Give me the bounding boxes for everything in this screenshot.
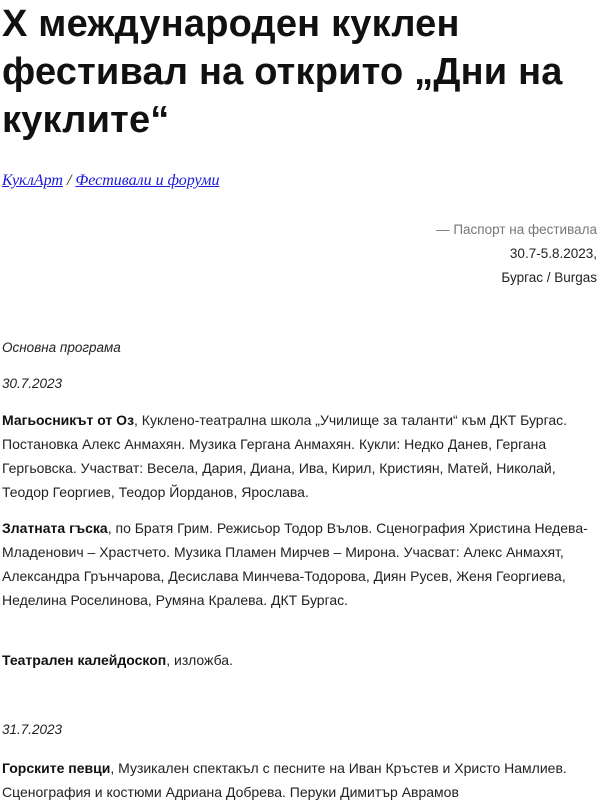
breadcrumb-link-festivals[interactable]: Фестивали и форуми xyxy=(75,172,220,189)
program-entry-text: , Музикален спектакъл с песните на Иван Кръстев и Христо Намлиев. Сценография и костюми Адриана Добрева. Перуки Димитър Аврамов xyxy=(2,760,567,800)
breadcrumb-link-kuklart[interactable]: КуклАрт xyxy=(2,172,63,189)
festival-passport xyxy=(436,218,597,290)
passport-place: Бургас / Burgas xyxy=(501,270,597,285)
article-title: Х международен куклен фестивал на открито „Дни на куклите“ xyxy=(2,3,563,141)
program-entry-text: , Куклено-театрална школа „Училище за таланти“ към ДКТ Бургас. Постановка Алекс Анмахян. Музика Гергана Анмахян. Кукли: Недко Данев, Гергана Гергьовска. Участват: Весела, Дария, Диана, Ива, Кирил, Кристиян, Матей, Николай, Теодор Георгиев, Теодор Йорданов, Ярослава. xyxy=(2,412,568,500)
passport-label: — Паспорт на фестивала xyxy=(436,222,597,237)
program-entry xyxy=(2,516,598,612)
program-entry-title: Златната гъска xyxy=(2,520,108,536)
breadcrumb-separator: / xyxy=(62,172,76,189)
program-entry xyxy=(2,756,598,804)
day-date: 31.7.2023 xyxy=(2,722,63,737)
breadcrumb xyxy=(2,172,219,190)
program-entry xyxy=(2,648,598,672)
program-entry-title: Театрален калейдоскоп xyxy=(2,652,167,668)
program-entry-text: , по Братя Грим. Режисьор Тодор Вълов. Сценография Христина Недева-Младенович – Храстчето. Музика Пламен Мирчев – Мирона. Учасват: Алекс Анмахят, Александра Грънчарова, Десислава Минчева-Тодорова, Диян Русев, Женя Георгиева, Неделина Роселинова, Румяна Кралева. ДКТ Бургас. xyxy=(2,520,588,608)
passport-dates: 30.7-5.8.2023, xyxy=(509,246,597,261)
program-entry-title: Горските певци xyxy=(2,760,111,776)
program-entry xyxy=(2,408,598,504)
program-entry-text: , изложба. xyxy=(166,652,233,668)
program-heading: Основна програма xyxy=(2,340,121,355)
program-entry-title: Магьосникът от Оз xyxy=(2,412,135,428)
day-date: 30.7.2023 xyxy=(2,376,63,391)
